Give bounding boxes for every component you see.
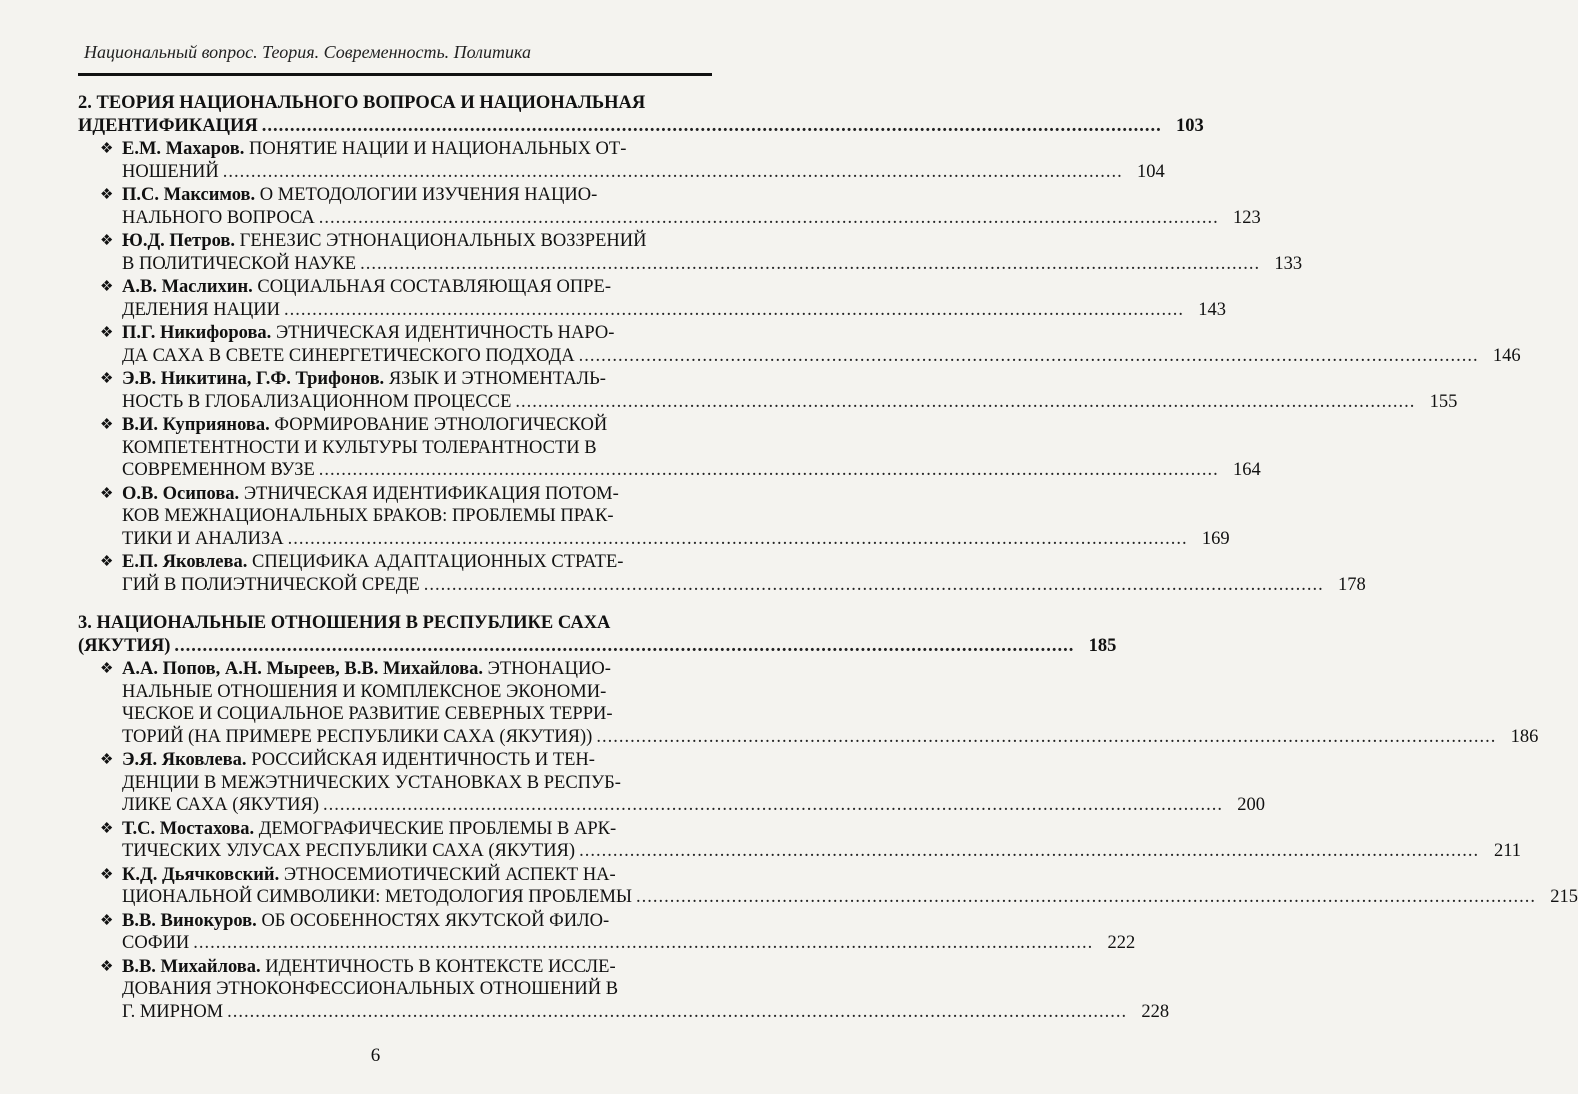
entry-title-text: ГИЙ В ПОЛИЭТНИЧЕСКОЙ СРЕДЕ <box>122 574 420 595</box>
entry-line <box>122 840 1521 863</box>
table-of-contents <box>78 92 1578 1039</box>
toc-page-ref: 143 <box>1198 299 1227 320</box>
toc-page-ref: 222 <box>1107 933 1136 953</box>
entry-title-text: ТОРИЙ (НА ПРИМЕРЕ РЕСПУБЛИКИ САХА (ЯКУТИЯ)) <box>122 726 593 747</box>
toc-page-ref: 103 <box>1176 115 1204 136</box>
toc-section <box>78 92 1521 596</box>
toc-entry <box>78 138 1165 183</box>
section-title-text: ИДЕНТИФИКАЦИЯ <box>78 115 258 136</box>
entry-line <box>122 230 1302 253</box>
diamond-bullet-icon: ❖ <box>100 187 114 203</box>
entry-line <box>122 138 1165 161</box>
diamond-bullet-icon: ❖ <box>100 371 114 387</box>
entry-author: Ю.Д. Петров. <box>122 231 236 251</box>
entry-title-text: ПОНЯТИЕ НАЦИИ И НАЦИОНАЛЬНЫХ ОТ- <box>244 139 627 159</box>
entry-line <box>122 772 1265 795</box>
entry-title-text: ЦИОНАЛЬНОЙ СИМВОЛИКИ: МЕТОДОЛОГИЯ ПРОБЛЕМЫ <box>122 887 633 907</box>
section-title-line <box>78 635 1117 658</box>
entry-title-text: В ПОЛИТИЧЕСКОЙ НАУКЕ <box>122 253 357 274</box>
entry-title-text: ТИЧЕСКИХ УЛУСАХ РЕСПУБЛИКИ САХА (ЯКУТИЯ) <box>122 841 576 861</box>
entry-author: О.В. Осипова. <box>122 483 240 504</box>
entry-title-text: НАЛЬНЫЕ ОТНОШЕНИЯ И КОМПЛЕКСНОЕ ЭКОНОМИ- <box>122 681 607 702</box>
toc-entry <box>78 551 1366 596</box>
toc-page-ref: 164 <box>1233 460 1261 480</box>
diamond-bullet-icon: ❖ <box>100 958 114 975</box>
entry-title-text: ЧЕСКОЕ И СОЦИАЛЬНОЕ РАЗВИТИЕ СЕВЕРНЫХ ТЕРРИ- <box>122 704 613 724</box>
entry-title-text: ЭТНОСЕМИОТИЧЕСКИЙ АСПЕКТ НА- <box>279 864 616 885</box>
entry-title-text: СОЦИАЛЬНАЯ СОСТАВЛЯЮЩАЯ ОПРЕ- <box>252 277 611 297</box>
entry-line <box>122 299 1226 322</box>
leader-dots <box>424 574 1324 597</box>
entry-author: А.В. Маслихин. <box>122 277 253 297</box>
entry-line <box>122 818 1521 841</box>
entry-title-text: НОСТЬ В ГЛОБАЛИЗАЦИОННОМ ПРОЦЕССЕ <box>122 391 512 412</box>
toc-entry <box>78 276 1227 321</box>
leader-dots <box>319 459 1219 482</box>
diamond-bullet-icon: ❖ <box>100 752 114 768</box>
entry-line <box>122 703 1538 726</box>
entry-title-text: ЭТНИЧЕСКАЯ ИДЕНТИЧНОСТЬ НАРО- <box>271 323 615 343</box>
entry-author: П.С. Максимов. <box>122 185 256 205</box>
entry-line <box>122 161 1165 184</box>
entry-title-text: ГЕНЕЗИС ЭТНОНАЦИОНАЛЬНЫХ ВОЗЗРЕНИЙ <box>235 231 647 251</box>
entry-line <box>122 483 1230 506</box>
entry-line <box>122 1001 1169 1024</box>
diamond-bullet-icon: ❖ <box>100 661 114 677</box>
entry-author: Э.В. Никитина, Г.Ф. Трифонов. <box>122 369 385 389</box>
entry-line <box>122 207 1261 230</box>
entry-author: В.И. Куприянова. <box>122 415 270 435</box>
diamond-bullet-icon: ❖ <box>100 866 114 883</box>
toc-page-ref: 228 <box>1141 1001 1170 1022</box>
diamond-bullet-icon: ❖ <box>100 233 114 249</box>
toc-section <box>78 612 1578 1023</box>
entry-title-text: ДЕЛЕНИЯ НАЦИИ <box>122 299 281 320</box>
entry-title-text: ОБ ОСОБЕННОСТЯХ ЯКУТСКОЙ ФИЛО- <box>256 910 610 931</box>
toc-page-ref: 186 <box>1510 726 1539 747</box>
entry-line <box>122 437 1261 460</box>
header-rule <box>78 73 712 76</box>
toc-entry <box>78 483 1230 551</box>
entry-line <box>122 505 1230 528</box>
leader-dots <box>174 635 1074 658</box>
entry-title-text: ИДЕНТИЧНОСТЬ В КОНТЕКСТЕ ИССЛЕ- <box>260 956 616 977</box>
entry-title-text: КОВ МЕЖНАЦИОНАЛЬНЫХ БРАКОВ: ПРОБЛЕМЫ ПРАК- <box>122 506 614 526</box>
leader-dots <box>262 115 1162 138</box>
entry-title-text: ЭТНИЧЕСКАЯ ИДЕНТИФИКАЦИЯ ПОТОМ- <box>239 483 619 504</box>
section-title-line <box>78 92 708 115</box>
entry-title-text: О МЕТОДОЛОГИИ ИЗУЧЕНИЯ НАЦИО- <box>255 185 598 205</box>
entry-line <box>122 749 1265 772</box>
leader-dots <box>193 932 1093 955</box>
leader-dots <box>515 391 1415 414</box>
toc-page-ref: 200 <box>1237 795 1266 815</box>
entry-line <box>122 574 1366 597</box>
toc-page-ref: 178 <box>1337 574 1366 595</box>
entry-title-text: ДЕНЦИИ В МЕЖЭТНИЧЕСКИХ УСТАНОВКАХ В РЕСПУБ- <box>122 772 621 793</box>
entry-line <box>122 528 1230 551</box>
entry-line <box>122 932 1135 955</box>
toc-entry <box>78 658 1539 748</box>
entry-author: Е.М. Махаров. <box>122 139 245 159</box>
entry-line <box>122 726 1538 749</box>
diamond-bullet-icon: ❖ <box>100 279 114 295</box>
entry-title-text: ТИКИ И АНАЛИЗА <box>122 528 284 549</box>
toc-page-ref: 133 <box>1274 253 1303 274</box>
entry-line <box>122 910 1135 933</box>
diamond-bullet-icon: ❖ <box>100 141 114 157</box>
entry-title-text: РОССИЙСКАЯ ИДЕНТИЧНОСТЬ И ТЕН- <box>246 750 595 770</box>
entry-title-text: СОФИИ <box>122 933 190 953</box>
diamond-bullet-icon: ❖ <box>100 820 114 837</box>
entry-line <box>122 459 1261 482</box>
entry-line <box>122 322 1521 345</box>
section-title-line <box>78 115 1204 138</box>
entry-title-text: Г. МИРНОМ <box>122 1001 224 1022</box>
entry-line <box>122 391 1457 414</box>
section-title-text: 3. НАЦИОНАЛЬНЫЕ ОТНОШЕНИЯ В РЕСПУБЛИКЕ САХА <box>78 613 611 633</box>
diamond-bullet-icon: ❖ <box>100 554 114 570</box>
leader-dots <box>579 840 1479 863</box>
toc-page-ref: 211 <box>1493 841 1522 861</box>
section-title <box>78 92 1204 137</box>
toc-entry <box>78 749 1266 817</box>
leader-dots <box>284 299 1184 322</box>
entry-title-text: НАЛЬНОГО ВОПРОСА <box>122 207 315 228</box>
toc-page-ref: 185 <box>1088 635 1117 656</box>
diamond-bullet-icon: ❖ <box>100 417 114 433</box>
entry-title-text: НОШЕНИЙ <box>122 161 219 182</box>
entry-line <box>122 886 1578 909</box>
toc-page-ref: 169 <box>1201 528 1230 549</box>
leader-dots <box>636 886 1536 909</box>
toc-entry <box>78 322 1521 367</box>
entry-author: Т.С. Мостахова. <box>122 818 255 839</box>
toc-entry <box>78 956 1170 1024</box>
toc-entry <box>78 864 1578 909</box>
entry-line <box>122 345 1521 368</box>
entry-line <box>122 253 1302 276</box>
section-title-line <box>78 612 708 635</box>
toc-entry <box>78 910 1136 955</box>
entry-line <box>122 956 1169 979</box>
toc-entry <box>78 368 1458 413</box>
leader-dots <box>319 207 1219 230</box>
entry-title-text: КОМПЕТЕНТНОСТИ И КУЛЬТУРЫ ТОЛЕРАНТНОСТИ В <box>122 437 597 458</box>
leader-dots <box>223 161 1123 184</box>
entry-title-text: СОВРЕМЕННОМ ВУЗЕ <box>122 460 315 480</box>
entry-line <box>122 276 1226 299</box>
entry-line <box>122 368 1457 391</box>
toc-entry <box>78 230 1303 275</box>
entry-title-text: ДЕМОГРАФИЧЕСКИЕ ПРОБЛЕМЫ В АРК- <box>254 818 617 839</box>
section-title <box>78 612 1117 657</box>
entry-author: А.А. Попов, А.Н. Мыреев, В.В. Михайлова. <box>122 659 484 679</box>
entry-title-text: СПЕЦИФИКА АДАПТАЦИОННЫХ СТРАТЕ- <box>247 552 624 572</box>
entry-author: Е.П. Яковлева. <box>122 552 248 572</box>
diamond-bullet-icon: ❖ <box>100 485 114 502</box>
toc-page-ref: 123 <box>1233 207 1261 228</box>
leader-dots <box>288 528 1188 551</box>
entry-line <box>122 681 1538 704</box>
section-title-text: (ЯКУТИЯ) <box>78 635 171 656</box>
diamond-bullet-icon: ❖ <box>100 912 114 929</box>
entry-author: Э.Я. Яковлева. <box>122 750 247 770</box>
entry-title-text: ЭТНОНАЦИО- <box>483 659 611 679</box>
entry-author: К.Д. Дьячковский. <box>122 864 280 885</box>
entry-title-text: ФОРМИРОВАНИЕ ЭТНОЛОГИЧЕСКОЙ <box>269 415 608 435</box>
entry-title-text: ЛИКЕ САХА (ЯКУТИЯ) <box>122 795 320 815</box>
leader-dots <box>323 794 1223 817</box>
entry-title-text: ЯЗЫК И ЭТНОМЕНТАЛЬ- <box>384 369 606 389</box>
leader-dots <box>227 1001 1127 1024</box>
toc-page-ref: 104 <box>1137 161 1165 182</box>
entry-author: П.Г. Никифорова. <box>122 323 272 343</box>
toc-entry <box>78 414 1261 482</box>
leader-dots <box>579 345 1479 368</box>
entry-line <box>122 864 1578 887</box>
entry-author: В.В. Михайлова. <box>122 956 261 977</box>
toc-entry <box>78 184 1261 229</box>
entry-line <box>122 658 1538 681</box>
running-header: Национальный вопрос. Теория. Современность. Политика <box>84 42 532 62</box>
leader-dots <box>596 726 1496 749</box>
toc-page-ref: 155 <box>1429 391 1458 412</box>
entry-line <box>122 184 1261 207</box>
entry-title-text: ДА САХА В СВЕТЕ СИНЕРГЕТИЧЕСКОГО ПОДХОДА <box>122 345 575 366</box>
section-title-text: 2. ТЕОРИЯ НАЦИОНАЛЬНОГО ВОПРОСА И НАЦИОНАЛЬНАЯ <box>78 93 646 113</box>
entry-line <box>122 794 1265 817</box>
leader-dots <box>360 253 1260 276</box>
entry-line <box>122 978 1169 1001</box>
toc-page-ref: 215 <box>1550 887 1578 907</box>
diamond-bullet-icon: ❖ <box>100 325 114 341</box>
entry-title-text: ДОВАНИЯ ЭТНОКОНФЕССИОНАЛЬНЫХ ОТНОШЕНИЙ В <box>122 979 619 999</box>
toc-entry <box>78 818 1522 863</box>
entry-line <box>122 414 1261 437</box>
entry-line <box>122 551 1366 574</box>
page-number: 6 <box>370 1045 381 1066</box>
toc-page-ref: 146 <box>1492 345 1521 366</box>
entry-author: В.В. Винокуров. <box>122 910 257 931</box>
